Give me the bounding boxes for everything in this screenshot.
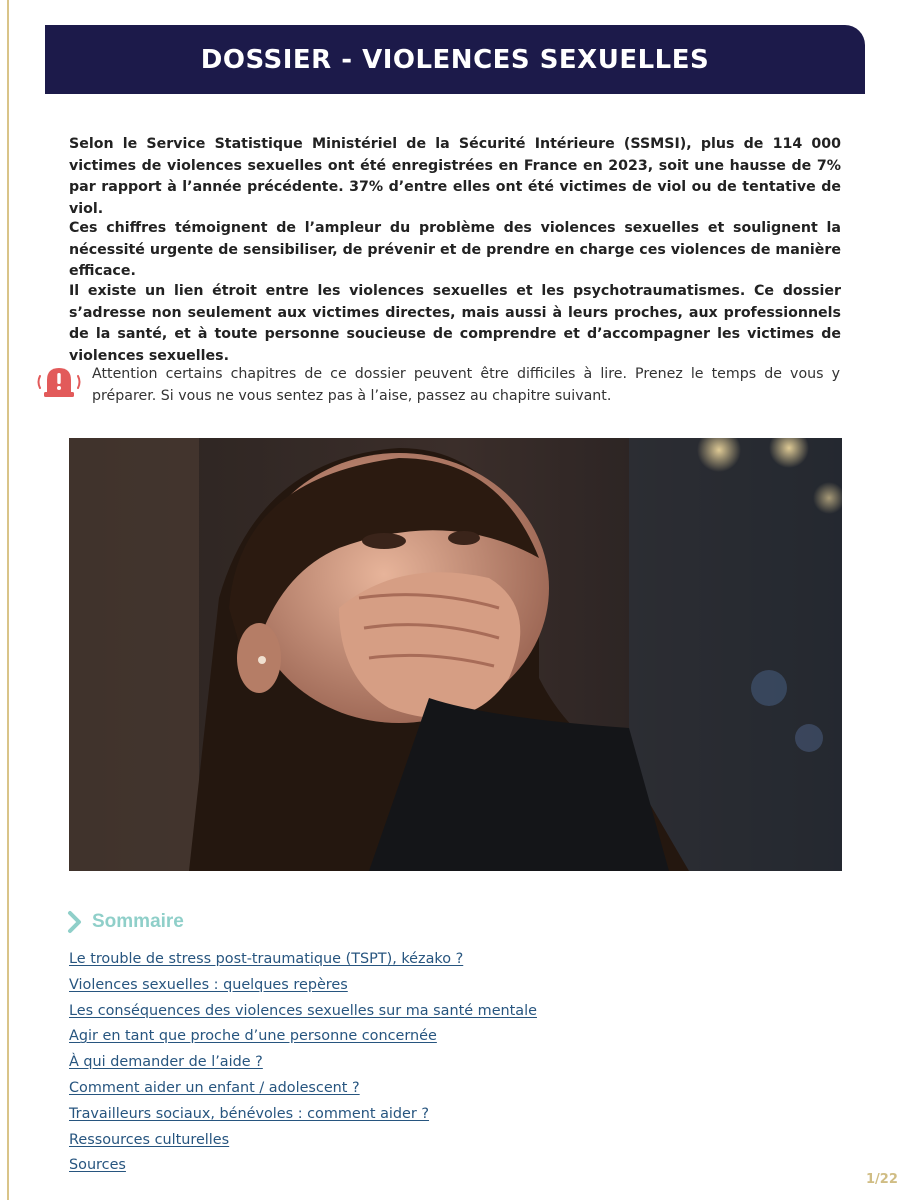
toc-item [69, 1077, 537, 1103]
intro-paragraph-2: Ces chiffres témoignent de l’ampleur du problème des violences sexuelles et soulignent la nécessité urgente de sensibiliser, de prévenir et de prendre en charge ces violences de manière efficace. [69, 220, 841, 279]
toc-link-travailleurs[interactable]: Travailleurs sociaux, bénévoles : comment aider ? [69, 1105, 430, 1122]
alarm-warning-icon [36, 362, 82, 402]
table-of-contents [69, 948, 537, 1180]
title-banner [45, 25, 865, 94]
toc-item [69, 1000, 537, 1026]
toc-link-tspt[interactable]: Le trouble de stress post-traumatique (TSPT), kézako ? [69, 951, 464, 967]
toc-link-aide[interactable]: À qui demander de l’aide ? [69, 1054, 263, 1071]
intro-paragraph-3: Il existe un lien étroit entre les violences sexuelles et les psychotraumatismes. Ce dossier s’adresse non seulement aux victimes directes, mais aussi à leurs proches, aux professionnels de la santé, et à toute personne soucieuse de comprendre et d’accompagner les victimes de violences sexuelles. [69, 283, 841, 364]
toc-item [69, 948, 537, 974]
toc-link-ressources[interactable]: Ressources culturelles [69, 1131, 230, 1148]
intro-paragraph-1: Selon le Service Statistique Ministériel de la Sécurité Intérieure (SSMSI), plus de 114 000 victimes de violences sexuelles ont été enregistrées en France en 2023, soit une hausse de 7% par rapport à l’année précédente. 37% d’entre elles ont été victimes de viol ou de tentative de viol. [69, 136, 841, 217]
toc-item [69, 1103, 537, 1129]
sommaire-title: Sommaire [92, 911, 184, 932]
sommaire-header [66, 908, 366, 938]
toc-item [69, 974, 537, 1000]
page-side-rule [7, 0, 9, 1200]
toc-link-reperes[interactable]: Violences sexuelles : quelques repères [69, 976, 348, 993]
toc-link-enfant[interactable]: Comment aider un enfant / adolescent ? [69, 1079, 360, 1096]
page-number: 1/22 [866, 1172, 898, 1187]
toc-link-sources[interactable]: Sources [69, 1157, 126, 1174]
toc-item [69, 1025, 537, 1051]
warning-text: Attention certains chapitres de ce dossier peuvent être difficiles à lire. Prenez le temps de vous y préparer. Si vous ne vous sentez pas à l’aise, passez au chapitre suivant. [92, 366, 840, 404]
toc-item [69, 1051, 537, 1077]
page-title: DOSSIER - VIOLENCES SEXUELLES [200, 44, 710, 75]
content-warning [36, 360, 842, 410]
toc-link-proche[interactable]: Agir en tant que proche d’une personne concernée [69, 1028, 437, 1045]
toc-link-consequences[interactable]: Les conséquences des violences sexuelles sur ma santé mentale [69, 1002, 537, 1019]
hero-photo [69, 438, 842, 871]
toc-item [69, 1154, 537, 1180]
toc-item [69, 1129, 537, 1155]
chevron-right-icon [66, 910, 84, 934]
